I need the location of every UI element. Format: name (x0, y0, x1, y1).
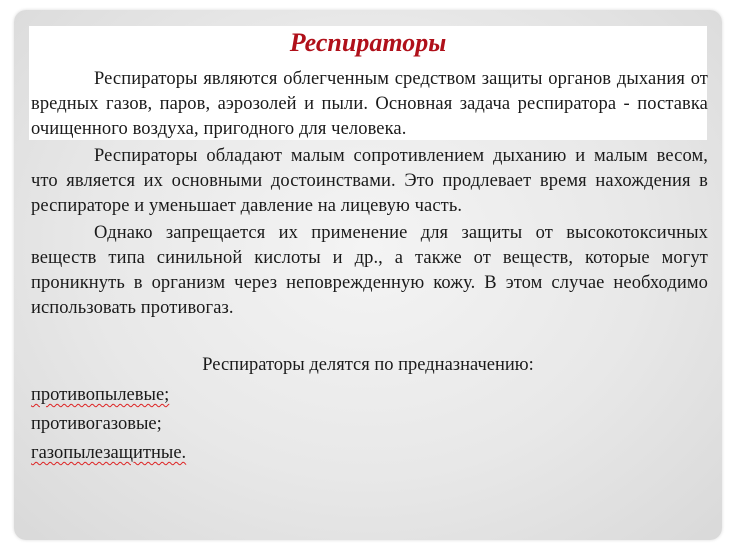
paragraph-definition: Респираторы являются облегченным средством защиты органов дыхания от вредных газов, паров, аэрозолей и пыли. Основная задача респиратора - поставка очищенного воздуха, пригодного для человека. (31, 69, 708, 139)
list-item-dust (31, 383, 169, 408)
list-item-label: противопылевые; (31, 385, 170, 405)
slide-title: Респираторы (289, 28, 447, 57)
list-item-gas (31, 412, 162, 437)
presentation-slide (14, 10, 722, 540)
classification-heading: Респираторы делятся по предназначению: (202, 355, 534, 375)
list-item-gas-dust (31, 441, 186, 466)
paragraph-restrictions: Однако запрещается их применение для защиты от высокотоксичных веществ типа синильной кислоты и др., а также от веществ, которые могут проникнуть в организм через неповрежденную кожу. В этом случае необходимо использовать противогаз. (31, 223, 708, 318)
list-item-label: газопылезащитные. (31, 443, 187, 463)
paragraph-advantages: Респираторы обладают малым сопротивлением дыханию и малым весом, что является их основными достоинствами. Это продлевает время нахождения в респираторе и уменьшает давление на лицевую часть. (31, 146, 708, 216)
list-item-label: противогазовые; (31, 414, 162, 434)
